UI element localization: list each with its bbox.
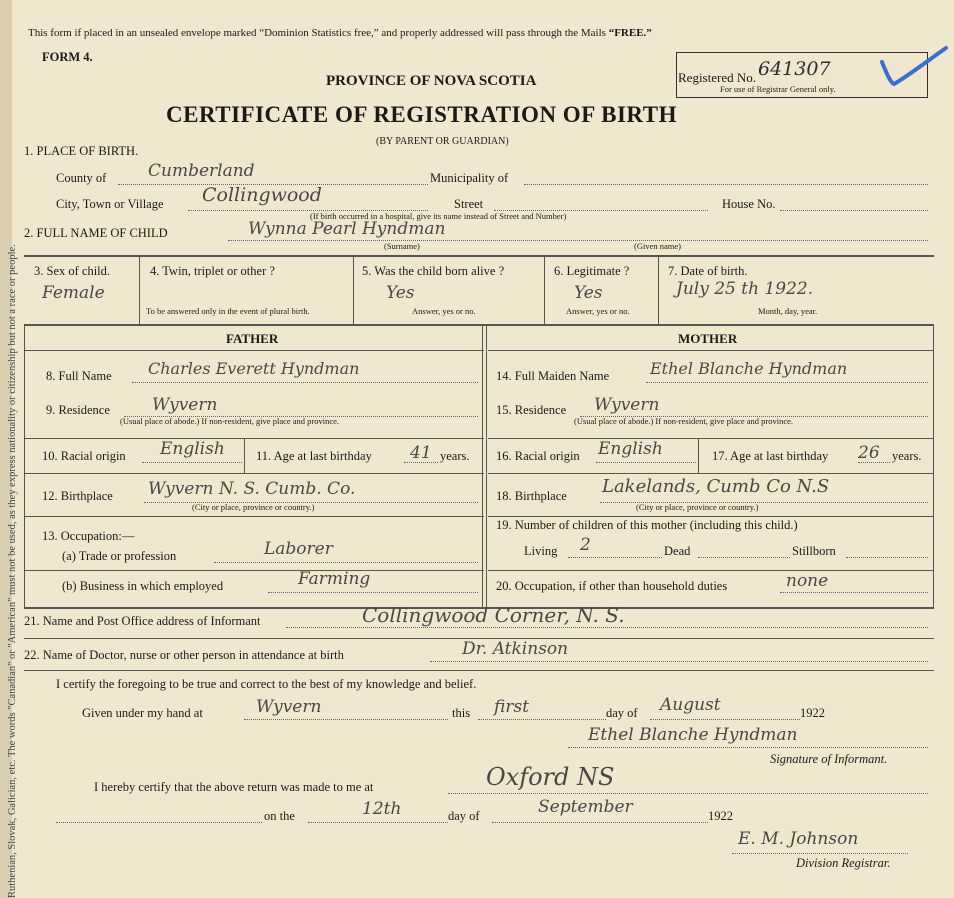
- municipality-line: [524, 184, 928, 185]
- divider: [24, 516, 484, 517]
- divider: [488, 570, 934, 571]
- mother-occupation-value: none: [786, 571, 829, 591]
- given-day-line: [478, 719, 606, 720]
- signature-of-informant-label: Signature of Informant.: [770, 752, 888, 766]
- mother-age-value: 26: [858, 443, 880, 463]
- sex-label: 3. Sex of child.: [34, 264, 111, 278]
- mother-birthplace-note: (City or place, province or country.): [636, 502, 759, 512]
- day-of-label: day of: [606, 706, 638, 720]
- return-day-line: [308, 822, 448, 823]
- given-month-value: August: [660, 695, 721, 715]
- father-birthplace-value: Wyvern N. S. Cumb. Co.: [148, 479, 356, 499]
- on-the-label: on the: [264, 809, 295, 823]
- divider: [24, 350, 484, 351]
- section2-label: 2. FULL NAME OF CHILD: [24, 226, 168, 240]
- given-day-value: first: [494, 697, 530, 717]
- return-month-line: [492, 822, 708, 823]
- stillborn-label: Stillborn: [792, 544, 836, 558]
- child-name-value: Wynna Pearl Hyndman: [248, 219, 446, 239]
- father-name-label: 8. Full Name: [46, 369, 112, 383]
- occupation-label: 13. Occupation:—: [42, 529, 135, 543]
- twin-note: To be answered only in the event of plural birth.: [146, 306, 310, 316]
- father-age-label: 11. Age at last birthday: [256, 449, 372, 463]
- divider: [544, 256, 545, 324]
- mother-racial-line: [596, 462, 696, 463]
- born-alive-caption: Answer, yes or no.: [412, 306, 476, 316]
- given-name-caption: (Given name): [634, 241, 681, 251]
- mother-racial-value: English: [598, 439, 663, 459]
- return-day-of-label: day of: [448, 809, 480, 823]
- father-residence-value: Wyvern: [152, 395, 218, 415]
- father-years-label: years.: [440, 449, 470, 463]
- registrar-signature-line: [732, 853, 908, 854]
- street-label: Street: [454, 197, 484, 211]
- division-registrar-label: Division Registrar.: [796, 856, 891, 870]
- stillborn-line: [846, 557, 928, 558]
- mother-birthplace-value: Lakelands, Cumb Co N.S: [602, 476, 830, 497]
- return-certify-text: I hereby certify that the above return was made to me at: [94, 780, 374, 794]
- business-label: (b) Business in which employed: [62, 579, 224, 593]
- dead-label: Dead: [664, 544, 691, 558]
- divider: [698, 439, 699, 473]
- divider: [24, 670, 934, 671]
- return-place-line: [448, 793, 928, 794]
- mother-name-line: [646, 382, 928, 383]
- mother-occupation-label: 20. Occupation, if other than household duties: [496, 579, 728, 593]
- divider: [658, 256, 659, 324]
- doctor-label: 22. Name of Doctor, nurse or other person in attendance at birth: [24, 648, 344, 662]
- mother-residence-label: 15. Residence: [496, 403, 567, 417]
- divider: [488, 473, 934, 474]
- born-alive-value: Yes: [386, 283, 415, 303]
- registered-number: 641307: [758, 58, 831, 80]
- father-residence-note: (Usual place of abode.) If non-resident, give place and province.: [120, 416, 340, 426]
- living-label: Living: [524, 544, 558, 558]
- divider: [488, 516, 934, 517]
- trade-line: [214, 562, 478, 563]
- trade-label: (a) Trade or profession: [62, 549, 177, 563]
- leader-line: [56, 822, 262, 823]
- child-name-line: [228, 240, 928, 241]
- mother-age-label: 17. Age at last birthday: [712, 449, 829, 463]
- business-line: [268, 592, 478, 593]
- divider: [488, 438, 934, 439]
- legitimate-label: 6. Legitimate ?: [554, 264, 630, 278]
- form-number: FORM 4.: [42, 50, 93, 64]
- children-label: 19. Number of children of this mother (including this child.): [496, 518, 798, 532]
- return-year: 1922: [708, 809, 733, 823]
- house-line: [780, 210, 928, 211]
- twin-label: 4. Twin, triplet or other ?: [150, 264, 275, 278]
- divider: [139, 256, 140, 324]
- hospital-note: (If birth occurred in a hospital, give its name instead of Street and Number): [310, 211, 567, 221]
- mother-racial-label: 16. Racial origin: [496, 449, 580, 463]
- return-day-value: 12th: [362, 799, 402, 819]
- father-birthplace-label: 12. Birthplace: [42, 489, 113, 503]
- certify-text: I certify the foregoing to be true and correct to the best of my knowledge and belief.: [56, 677, 477, 691]
- legitimate-value: Yes: [574, 283, 603, 303]
- mother-name-label: 14. Full Maiden Name: [496, 369, 610, 383]
- registered-label: Registered No.: [678, 70, 756, 85]
- given-month-line: [650, 719, 800, 720]
- given-place-line: [244, 719, 448, 720]
- father-racial-value: English: [160, 439, 225, 459]
- registered-note: For use of Registrar General only.: [720, 84, 836, 94]
- county-label: County of: [56, 171, 107, 185]
- mother-occupation-line: [780, 592, 928, 593]
- given-under-label: Given under my hand at: [82, 706, 203, 720]
- return-month-value: September: [538, 797, 633, 817]
- divider: [486, 326, 487, 607]
- divider: [244, 439, 245, 473]
- margin-note: [6, 0, 24, 898]
- margin-note-text: Ruthenian, Slovak, Galician, etc. The words "Canadian" or "American" must not be used, as they express nationality or citizenship but not a race or people.: [7, 244, 18, 898]
- return-place-value: Oxford NS: [486, 763, 615, 791]
- certificate-subtitle: (BY PARENT OR GUARDIAN): [376, 136, 509, 147]
- date-of-birth-label: 7. Date of birth.: [668, 264, 748, 278]
- born-alive-label: 5. Was the child born alive ?: [362, 264, 505, 278]
- father-heading: FATHER: [226, 331, 279, 346]
- doctor-line: [430, 661, 928, 662]
- header-note-text: This form if placed in an unsealed envelope marked “Dominion Statistics free,” and properly addressed will pass through the Mails: [28, 27, 609, 39]
- mother-name-value: Ethel Blanche Hyndman: [650, 359, 848, 378]
- divider: [488, 350, 934, 351]
- certificate-title: CERTIFICATE OF REGISTRATION OF BIRTH: [166, 102, 677, 127]
- date-of-birth-value: July 25 th 1922.: [676, 279, 814, 299]
- divider: [933, 326, 934, 608]
- this-label: this: [452, 706, 471, 720]
- sex-value: Female: [42, 283, 105, 303]
- header-note: [28, 26, 652, 41]
- divider: [482, 326, 483, 607]
- father-birthplace-note: (City or place, province or country.): [192, 502, 315, 512]
- legitimate-caption: Answer, yes or no.: [566, 306, 630, 316]
- father-name-line: [132, 382, 478, 383]
- surname-caption: (Surname): [384, 241, 420, 251]
- given-year: 1922: [800, 706, 825, 720]
- mother-residence-note: (Usual place of abode.) If non-resident, give place and province.: [574, 416, 794, 426]
- father-name-value: Charles Everett Hyndman: [148, 359, 360, 378]
- father-age-value: 41: [410, 443, 432, 463]
- mother-heading: MOTHER: [678, 331, 738, 346]
- divider: [24, 326, 25, 608]
- trade-value: Laborer: [264, 539, 333, 559]
- informant-value: Collingwood Corner, N. S.: [362, 603, 625, 627]
- informant-signature: Ethel Blanche Hyndman: [588, 725, 798, 745]
- living-line: [568, 557, 662, 558]
- divider: [353, 256, 354, 324]
- father-racial-line: [142, 462, 242, 463]
- father-racial-label: 10. Racial origin: [42, 449, 126, 463]
- certificate-paper: [7, 0, 954, 898]
- living-value: 2: [580, 535, 591, 555]
- mother-birthplace-label: 18. Birthplace: [496, 489, 567, 503]
- house-label: House No.: [722, 197, 776, 211]
- dead-line: [698, 557, 790, 558]
- given-place-value: Wyvern: [256, 697, 322, 717]
- doctor-value: Dr. Atkinson: [462, 639, 569, 659]
- informant-line: [286, 627, 928, 628]
- divider: [24, 570, 484, 571]
- municipality-label: Municipality of: [430, 171, 509, 185]
- city-value: Collingwood: [202, 184, 322, 206]
- father-residence-label: 9. Residence: [46, 403, 110, 417]
- business-value: Farming: [298, 569, 371, 589]
- divider: [24, 255, 934, 257]
- informant-label: 21. Name and Post Office address of Informant: [24, 614, 261, 628]
- informant-signature-line: [568, 747, 928, 748]
- date-of-birth-caption: Month, day, year.: [758, 306, 818, 316]
- county-value: Cumberland: [148, 161, 255, 181]
- check-mark-icon: [874, 44, 954, 94]
- city-label: City, Town or Village: [56, 197, 164, 211]
- mother-residence-value: Wyvern: [594, 395, 660, 415]
- divider: [24, 324, 934, 326]
- province-title: PROVINCE OF NOVA SCOTIA: [326, 73, 537, 89]
- section1-label: 1. PLACE OF BIRTH.: [24, 144, 139, 158]
- header-note-free: “FREE.”: [608, 27, 652, 39]
- divider: [24, 473, 484, 474]
- divider: [24, 438, 484, 439]
- mother-years-label: years.: [892, 449, 922, 463]
- registrar-signature: E. M. Johnson: [738, 829, 859, 849]
